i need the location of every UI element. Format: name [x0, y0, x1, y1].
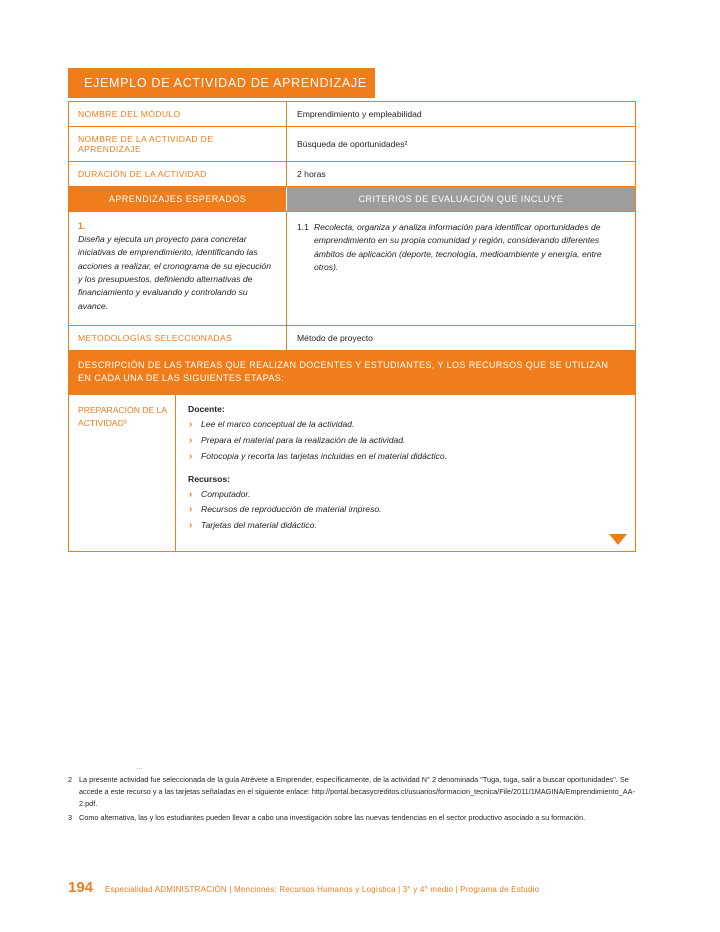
row-value-module: Emprendimiento y empleabilidad [297, 109, 422, 119]
footnote-text: La presente actividad fue seleccionada de la guía Atrévete a Emprender, específicamente, de la actividad N° 2 denominada "Tuga, tuga, salir a buscar oportunidades". Se accede a este recurso y a las tarjetas señaladas en el siguiente enlace: http://portal.becasycreditos.cl/usuarios/formacion_tecnica/File/2011/1MAGINA/Emprendimiento_AA-2.pdf. [79, 775, 635, 809]
learning-outcome-cell [69, 212, 287, 325]
table-header-row [69, 187, 635, 212]
row-value-duration: 2 horas [297, 169, 326, 179]
list-item: › Fotocopia y recorta las tarjetas incluidas en el material didáctico. [188, 450, 623, 463]
row-value-methodology: Método de proyecto [297, 332, 373, 343]
criterion-text: Recolecta, organiza y analiza información para identificar oportunidades de emprendimiento en su propia comunidad y región, considerando diferentes ámbitos de aplicación (deporte, tecnología, medioambiente y energía, entre otros). [313, 222, 602, 272]
criterion-number: 1.1 [297, 222, 309, 232]
table-row-module [69, 102, 635, 127]
list-item: › Computador. [188, 488, 623, 501]
criterion-cell [287, 212, 635, 325]
table-row-duration [69, 162, 635, 187]
teacher-title: Docente: [188, 403, 225, 414]
resources-list [188, 488, 623, 533]
table-row-methodology [69, 326, 635, 351]
learning-outcome-number: 1. [78, 221, 86, 231]
row-label-module: NOMBRE DEL MÓDULO [69, 102, 287, 126]
page-title: EJEMPLO DE ACTIVIDAD DE APRENDIZAJE [68, 68, 375, 98]
learning-outcome-row [69, 212, 635, 326]
footnote-3 [68, 812, 636, 824]
row-value-activity-name: Búsqueda de oportunidades² [297, 139, 408, 149]
footnote-number: 3 [68, 813, 73, 823]
header-learning-outcomes: APRENDIZAJES ESPERADOS [69, 187, 287, 211]
preparation-content [176, 395, 635, 551]
footnote-ellipsis: ... [136, 762, 143, 771]
activity-table [68, 101, 636, 552]
learning-outcome-text: Diseña y ejecuta un proyecto para concretar iniciativas de emprendimiento, identificando las acciones a realizar, el cronograma de su ejecución y los presupuestos, definiendo alternativas de financiamiento y evaluando y controlando su avance. [78, 234, 271, 311]
footer-text: Especialidad ADMINISTRACIÓN | Menciones: Recursos Humanos y Logística | 3° y 4° medio | Programa de Estudio [105, 885, 540, 894]
table-row-activity-name [69, 127, 635, 162]
list-item: › Lee el marco conceptual de la actividad. [188, 418, 623, 431]
footnote-text: Como alternativa, las y los estudiantes pueden llevar a cabo una investigación sobre las nuevas tendencias en el sector productivo asociado a su formación. [79, 813, 586, 823]
preparation-label: PREPARACIÓN DE LA ACTIVIDAD³ [69, 395, 176, 551]
list-item: › Recursos de reproducción de material impreso. [188, 503, 623, 516]
continues-down-arrow-icon [609, 534, 627, 545]
preparation-row [69, 395, 635, 551]
list-item: › Tarjetas del material didáctico. [188, 519, 623, 532]
row-label-activity-name: NOMBRE DE LA ACTIVIDAD DE APRENDIZAJE [69, 127, 287, 161]
page-footer [68, 879, 636, 896]
resources-title: Recursos: [188, 473, 231, 484]
description-banner: DESCRIPCIÓN DE LAS TAREAS QUE REALIZAN DOCENTES Y ESTUDIANTES, Y LOS RECURSOS QUE SE UTILIZAN EN CADA UNA DE LAS SIGUIENTES ETAPAS: [69, 351, 635, 395]
footnote-2 [68, 774, 636, 810]
teacher-task-list [188, 418, 623, 463]
row-label-duration: DURACIÓN DE LA ACTIVIDAD [69, 162, 287, 186]
footnotes [68, 760, 636, 826]
header-evaluation-criteria: CRITERIOS DE EVALUACIÓN QUE INCLUYE [287, 187, 635, 211]
footnote-number: 2 [68, 775, 73, 785]
row-label-methodology: METODOLOGÍAS SELECCIONADAS [69, 326, 287, 350]
page-number: 194 [68, 879, 94, 896]
list-item: › Prepara el material para la realización de la actividad. [188, 434, 623, 447]
